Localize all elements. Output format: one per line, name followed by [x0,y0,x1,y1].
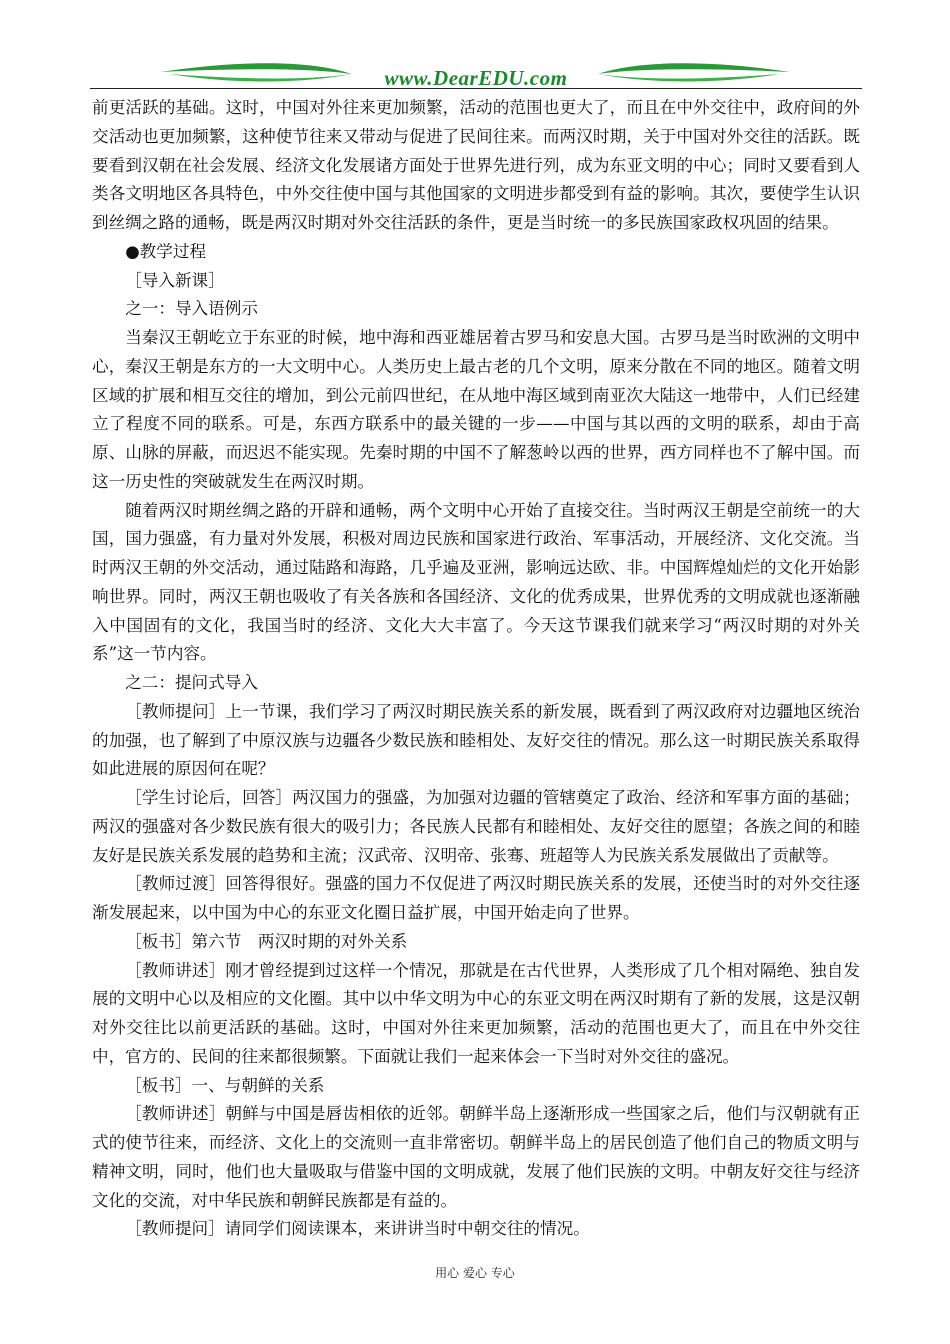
paragraph: ［教师讲述］刚才曾经提到过这样一个情况，那就是在古代世界，人类形成了几个相对隔绝、独自发展的文明中心以及相应的文化圈。其中以中华文明为中心的东亚文明在两汉时期有了新的发展，这是汉朝对外交往比以前更活跃的基础。这时，中国对外往来更加频繁，活动的范围也更大了，而且在中外交往中，官方的、民间的往来都很频繁。下面就让我们一起来体会一下当时对外交往的盛况。 [92,960,860,1066]
page-footer: 用心 爱心 专心 [435,1266,515,1280]
paragraph: ［教师讲述］朝鲜与中国是唇齿相依的近邻。朝鲜半岛上逐渐形成一些国家之后，他们与汉朝就有正式的使节往来，而经济、文化上的交流则一直非常密切。朝鲜半岛上的居民创造了他们自己的物质文明与精神文明，同时，他们也大量吸取与借鉴中国的文明成就，发展了他们民族的文明。中朝友好交往与经济文化的交流，对中华民族和朝鲜民族都是有益的。 [92,1104,860,1210]
document-body [92,94,860,1244]
site-logo-text: www.DearEDU.com [384,66,568,90]
paragraph: 随着两汉时期丝绸之路的开辟和通畅，两个文明中心开始了直接交往。当时两汉王朝是空前统一的大国，国力强盛，有力量对外发展，积极对周边民族和国家进行政治、军事活动，开展经济、文化交流。当时两汉王朝的外交活动，通过陆路和海路，几乎遍及亚洲，影响远达欧、非。中国辉煌灿烂的文化开始影响世界。同时，两汉王朝也吸收了有关各族和各国经济、文化的优秀成果，世界优秀的文明成就也逐渐融入中国固有的文化，我国当时的经济、文化大大丰富了。今天这节课我们就来学习“两汉时期的对外关系”这一节内容。 [92,500,860,664]
paragraph: ［学生讨论后，回答］两汉国力的强盛，为加强对边疆的管辖奠定了政治、经济和军事方面的基础；两汉的强盛对各少数民族有很大的吸引力；各民族人民都有和睦相处、友好交往的愿望；各族之间的和睦友好是民族关系发展的趋势和主流；汉武帝、汉明帝、张骞、班超等人为民族关系发展做出了贡献等。 [92,788,860,865]
board-note: ［板书］一、与朝鲜的关系 [125,1075,325,1095]
section-heading-teaching-process: ●教学过程 [125,241,207,261]
paragraph: ［教师提问］上一节课，我们学习了两汉时期民族关系的新发展，既看到了两汉政府对边疆地区统治的加强，也了解到了中原汉族与边疆各少数民族和睦相处、友好交往的情况。那么这一时期民族关系取得如此进展的原因何在呢？ [92,701,860,779]
subheading-example-2: 之二：提问式导入 [125,673,258,692]
subheading-example-1: 之一：导入语例示 [125,299,258,319]
paragraph: ［教师过渡］回答得很好。强盛的国力不仅促进了两汉时期民族关系的发展，还使当时的对外交往逐渐发展起来，以中国为中心的东亚文化圈日益扩展，中国开始走向了世界。 [92,874,860,922]
header-divider [90,88,862,89]
paragraph: 当秦汉王朝屹立于东亚的时候，地中海和西亚雄居着古罗马和安息大国。古罗马是当时欧洲的文明中心，秦汉王朝是东方的一大文明中心。人类历史上最古老的几个文明，原来分散在不同的地区。随着文明区域的扩展和相互交往的增加，到公元前四世纪，在从地中海区域到南亚次大陆这一地带中，人们已经建立了程度不同的联系。可是，东西方联系中的最关键的一步——中国与其以西的文明的联系，却由于高原、山脉的屏蔽，而迟迟不能实现。先秦时期的中国不了解葱岭以西的世界，西方同样也不了解中国。而这一历史性的突破就发生在两汉时期。 [92,328,860,491]
paragraph: ［教师提问］请同学们阅读课本，来讲讲当时中朝交往的情况。 [125,1219,590,1239]
board-note: ［板书］第六节 两汉时期的对外关系 [125,931,408,951]
paragraph: 前更活跃的基础。这时，中国对外往来更加频繁，活动的范围也更大了，而且在中外交往中，政府间的外交活动也更加频繁，这种使节往来又带动与促进了民间往来。而两汉时期，关于中国对外交往的活跃。既要看到汉朝在社会发展、经济文化发展诸方面处于世界先进行列，成为东亚文明的中心；同时又要看到人类各文明地区各具特色，中外交往使中国与其他国家的文明进步都受到有益的影响。其次，要使学生认识到丝绸之路的通畅，既是两汉时期对外交往活跃的条件，更是当时统一的多民族国家政权巩固的结果。 [92,98,860,232]
subheading-intro: ［导入新课］ [125,270,225,290]
